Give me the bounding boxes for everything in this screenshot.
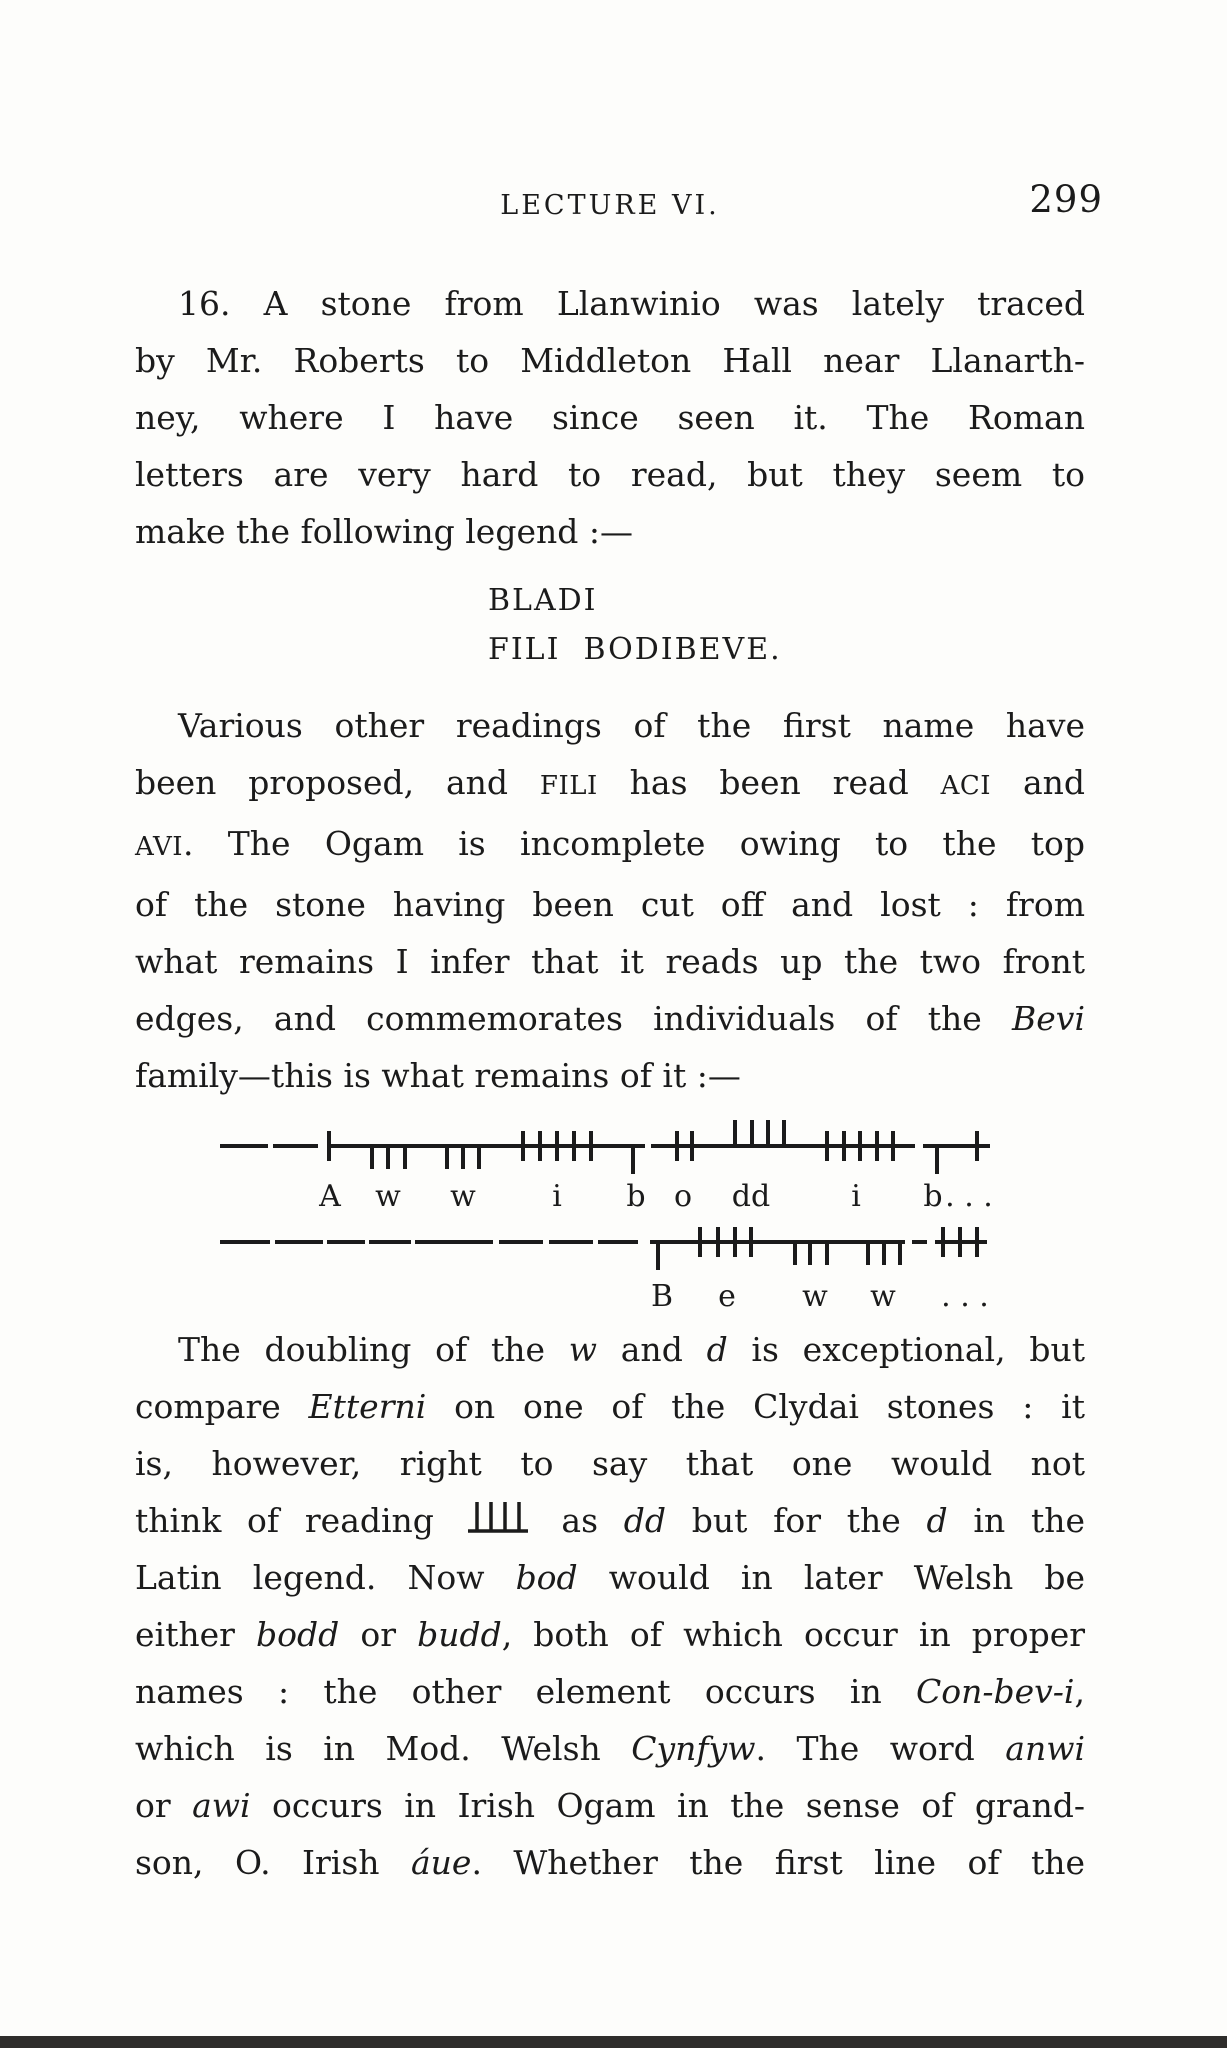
text-segment: as — [535, 1501, 624, 1540]
text-line — [135, 1720, 1085, 1777]
text-line — [135, 503, 1085, 560]
ogham-label: A — [319, 1179, 341, 1214]
text-segment-italic: bod — [515, 1558, 578, 1597]
text-line — [135, 933, 1085, 990]
text-line — [135, 1663, 1085, 1720]
text-segment: 16. A stone from Llanwinio was lately traced — [178, 284, 1085, 323]
ogham-line-2 — [220, 1227, 989, 1314]
text-line — [135, 1435, 1085, 1492]
text-segment: names : the other element occurs in — [135, 1672, 916, 1711]
text-segment: occurs in Irish Ogam in the sense of grand- — [250, 1786, 1085, 1825]
text-line — [135, 815, 1085, 876]
text-line — [135, 754, 1085, 815]
text-segment: son, O. Irish — [135, 1843, 411, 1882]
text-segment: Latin legend. Now — [135, 1558, 516, 1597]
text-segment-italic: d — [926, 1501, 948, 1540]
text-segment: , both of which occur in proper — [501, 1615, 1085, 1654]
text-segment-italic: Etterni — [308, 1387, 427, 1426]
ogham-label: . . . — [941, 1279, 989, 1314]
text-segment: make the following legend :— — [135, 512, 633, 551]
paragraph-readings — [135, 697, 1085, 1104]
text-segment-smallcaps: AVI — [135, 832, 184, 862]
text-segment-italic: dd — [623, 1501, 667, 1540]
ogham-diagram — [135, 1109, 1085, 1319]
text-segment: or — [339, 1615, 418, 1654]
text-segment: . The Ogam is incomplete owing to the top — [183, 824, 1085, 863]
text-segment: and — [597, 1330, 707, 1369]
ogham-label: w — [450, 1179, 476, 1214]
text-segment: is exceptional, but — [727, 1330, 1085, 1369]
text-line — [135, 1047, 1085, 1104]
paragraph-intro — [135, 275, 1085, 560]
text-segment-italic: Cynfyw — [631, 1729, 756, 1768]
text-segment: but for the — [666, 1501, 927, 1540]
text-segment-italic: bodd — [256, 1615, 340, 1654]
text-segment: on one of the Clydai stones : it — [426, 1387, 1086, 1426]
text-segment-italic: Bevi — [1012, 999, 1085, 1038]
text-segment: Various other readings of the first name have — [178, 706, 1085, 745]
text-segment: would in later Welsh be — [577, 1558, 1085, 1597]
paragraph-discussion — [135, 1321, 1085, 1891]
text-segment-italic: anwi — [1005, 1729, 1085, 1768]
text-line — [135, 275, 1085, 332]
ogham-label: i — [851, 1179, 861, 1214]
text-segment: or — [135, 1786, 193, 1825]
text-segment: family—this is what remains of it :— — [135, 1056, 741, 1095]
text-segment: , — [1074, 1672, 1085, 1711]
text-line — [135, 1834, 1085, 1891]
text-line — [135, 697, 1085, 754]
text-segment: ney, where I have since seen it. The Roman — [135, 398, 1085, 437]
text-segment: edges, and commemorates individuals of the — [135, 999, 1013, 1038]
ogham-label: w — [802, 1279, 828, 1314]
ogham-label: w — [870, 1279, 896, 1314]
text-line — [135, 1321, 1085, 1378]
text-line — [135, 1777, 1085, 1834]
ogham-label: w — [375, 1179, 401, 1214]
ogham-label: b — [626, 1179, 646, 1214]
text-line — [135, 389, 1085, 446]
text-segment: think of reading — [135, 1501, 460, 1540]
inscription-line-1: BLADI — [488, 583, 598, 618]
text-segment: . The word — [755, 1729, 1006, 1768]
text-segment-smallcaps: FILI — [539, 771, 598, 801]
text-line — [135, 332, 1085, 389]
text-segment-italic: d — [706, 1330, 728, 1369]
inscription-line-2: FILI BODIBEVE. — [488, 632, 782, 667]
text-segment: The doubling of the — [178, 1330, 569, 1369]
ogham-label: B — [650, 1279, 674, 1314]
text-line — [135, 876, 1085, 933]
ogham-label: dd — [731, 1179, 771, 1214]
ogham-dd-glyph — [466, 1498, 530, 1536]
text-segment: which is in Mod. Welsh — [135, 1729, 632, 1768]
ogham-label: i — [552, 1179, 562, 1214]
text-segment: . Whether the first line of the — [471, 1843, 1085, 1882]
text-segment: been proposed, and — [135, 763, 540, 802]
inscription-block — [135, 576, 1085, 674]
text-segment-italic: Con-bev-i — [915, 1672, 1075, 1711]
text-segment: either — [135, 1615, 256, 1654]
text-line — [135, 1549, 1085, 1606]
text-line — [135, 1606, 1085, 1663]
text-line — [135, 1378, 1085, 1435]
text-segment: in the — [947, 1501, 1086, 1540]
text-segment-italic: w — [568, 1330, 598, 1369]
text-line — [135, 446, 1085, 503]
ogham-label: . . . — [945, 1179, 993, 1214]
text-segment: of the stone having been cut off and lost : from — [135, 885, 1085, 924]
page-number: 299 — [1029, 178, 1103, 221]
ogham-label: o — [673, 1179, 693, 1214]
page-title: LECTURE VI. — [500, 190, 720, 221]
text-segment: what remains I infer that it reads up the two front — [135, 942, 1085, 981]
ogham-label: e — [718, 1279, 736, 1314]
running-header — [135, 178, 1103, 226]
text-segment: by Mr. Roberts to Middleton Hall near Llanarth- — [135, 341, 1085, 380]
text-segment-italic: awi — [192, 1786, 251, 1825]
scan-edge-bottom — [0, 2036, 1227, 2048]
text-segment: and — [991, 763, 1086, 802]
text-line — [135, 990, 1085, 1047]
text-segment: compare — [135, 1387, 309, 1426]
ogham-label: b — [923, 1179, 943, 1214]
text-segment: letters are very hard to read, but they seem to — [135, 455, 1085, 494]
text-line — [135, 1492, 1085, 1549]
text-segment: has been read — [597, 763, 941, 802]
text-segment: is, however, right to say that one would not — [135, 1444, 1085, 1483]
text-segment-smallcaps: ACI — [940, 771, 992, 801]
text-segment-italic: áue — [410, 1843, 472, 1882]
text-segment-italic: budd — [417, 1615, 502, 1654]
ogham-line-1 — [220, 1120, 993, 1214]
